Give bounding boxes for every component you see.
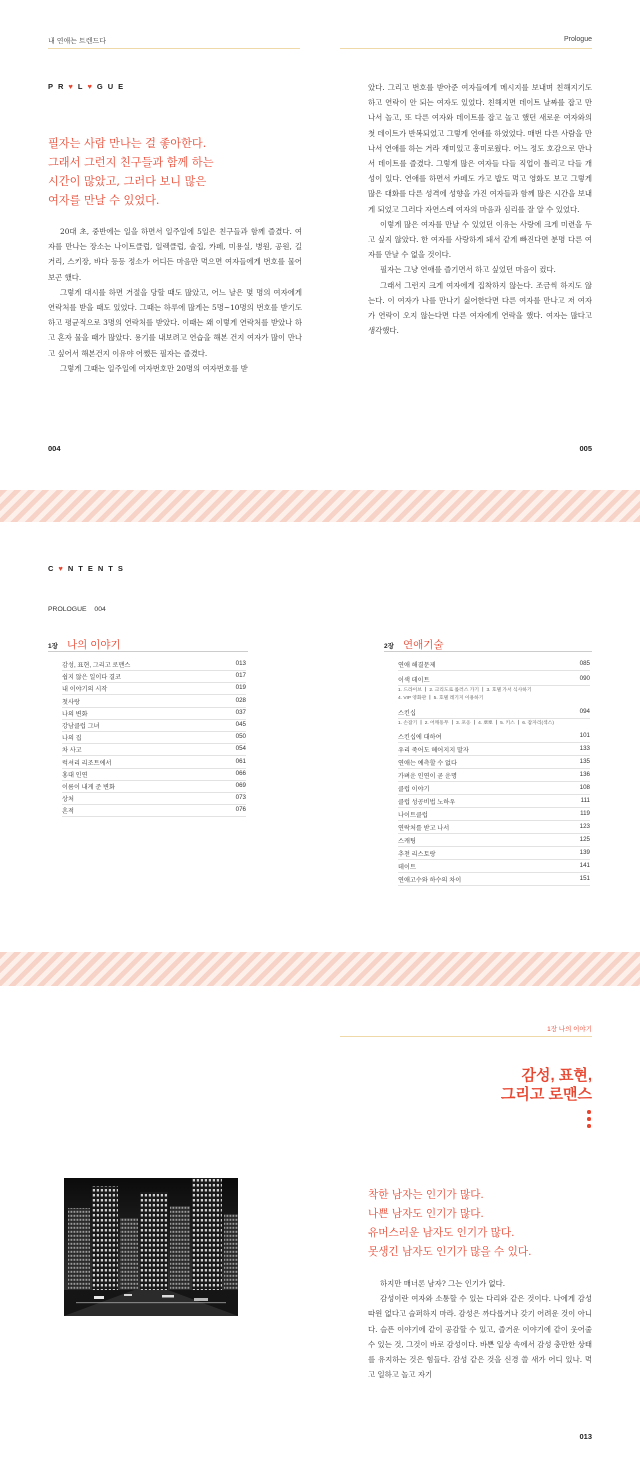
- toc-entry[interactable]: [398, 823, 590, 833]
- toc-entry-page: 094: [579, 708, 590, 715]
- toc-entry[interactable]: [62, 794, 246, 804]
- toc-entry[interactable]: [62, 770, 246, 780]
- prologue-mark-part: L: [77, 82, 88, 91]
- toc-divider: [62, 743, 246, 744]
- toc-divider: [398, 794, 590, 795]
- prologue-left-body: [48, 224, 302, 376]
- toc-entry[interactable]: [62, 782, 246, 792]
- toc-entry-title: 클럽 성공비법 노하우: [398, 799, 456, 806]
- toc-entry-title: 이름이 내게 준 변화: [62, 784, 115, 791]
- pullquote-line: 시간이 많았고, 그러다 보니 많은: [48, 175, 207, 188]
- toc-entry-title: 연애고수와 하수의 차이: [398, 877, 462, 884]
- toc-entry-page: 085: [579, 660, 590, 667]
- paragraph: 이렇게 많은 여자를 만날 수 있었던 이유는 사랑에 크게 미련을 두고 싶지 않았다. 한 여자를 사랑하게 돼서 같게 빠진다면 분명 다른 여자를 만날 수 없을 것이다.: [368, 219, 592, 260]
- toc-subitems: 4. VIP 영화관 ┃ 5. 호텔 레기지 이용하기: [398, 696, 484, 701]
- toc-entry-page: 136: [579, 771, 590, 778]
- paragraph: 그렇게 대시를 하면 거절을 당할 때도 많았고, 어느 날은 몇 명의 여자에게 연락처를 받을 때도 있었다. 그때는 하루에 많게는 5명~10명의 번호를 받기도 하고 평균적으로 3명의 연락처를 받았다. 이때는 왜 이렇게 연락처를 받았나 하고 혼자 물을 때가 많았다. 용기를 내보려고 연습을 해본 건지 여자가 많이 만나고 싶어서 해본건지 이유야 어쨌든 필자는 즐겼다.: [48, 287, 302, 358]
- toc-entry-title: 가벼운 인연이 곧 운명: [398, 773, 457, 780]
- chapter-page: [0, 986, 640, 1476]
- stripe-divider: [0, 490, 640, 522]
- toc-entry[interactable]: [398, 849, 590, 859]
- paragraph: 20대 초, 중반에는 일을 하면서 일주일에 5일은 친구들과 함께 즐겼다. 여자를 만나는 장소는 나이트클럽, 일렉클럽, 술집, 카페, 미용실, 병원, 공원, 길거리, 스키장, 바다 등등 정소가 어디든 마음만 먹으면 여자들에게 번호를 물어보곤 했다.: [48, 227, 302, 282]
- toc-entry[interactable]: [398, 875, 590, 885]
- toc-divider: [62, 694, 246, 695]
- toc-subitems: 1. 드라이브 ┃ 2. 크리도로 롤러스 가기 ┃ 3. 호텔 가서 식사하기: [398, 688, 532, 693]
- chapter-page-title: [392, 1066, 592, 1104]
- toc-divider: [62, 792, 246, 793]
- header-rule-left: [48, 48, 300, 49]
- toc-subitems: 1. 손잡기 ┃ 2. 어깨동무 ┃ 3. 포옹 ┃ 4. 뽀뽀 ┃ 5. 키스 ┃ 6. 잠자리(섹스): [398, 721, 554, 726]
- dot-ornament: [587, 1124, 591, 1128]
- dot-ornament: [587, 1110, 591, 1114]
- toc-entry[interactable]: [398, 675, 590, 685]
- chapter-1-heading: [48, 633, 121, 652]
- toc-entry[interactable]: [398, 745, 590, 755]
- page-number-left: 004: [48, 444, 61, 453]
- chapter-rule: [384, 651, 592, 652]
- toc-entry-title: 상처: [62, 796, 74, 804]
- toc-entry-page: 125: [579, 836, 590, 843]
- title-line: 감성, 표현,: [521, 1067, 592, 1084]
- toc-entry[interactable]: [62, 709, 246, 719]
- page-number-right: 005: [579, 444, 592, 453]
- toc-divider: [398, 807, 590, 808]
- quote-line: 못생긴 남자도 인기가 많을 수 있다.: [368, 1246, 532, 1258]
- toc-entry[interactable]: [398, 836, 590, 846]
- toc-entry-page: 037: [235, 708, 246, 716]
- toc-entry-title: 내 이야기의 시작: [62, 686, 108, 694]
- toc-entry-title: 연락처를 받고 나서: [398, 825, 450, 832]
- toc-entry-title: 추천 리스토랑: [398, 851, 436, 858]
- chapter-rule: [48, 651, 248, 652]
- toc-entry[interactable]: [398, 784, 590, 794]
- toc-entry-title: 차 사고: [62, 747, 82, 755]
- toc-divider: [398, 768, 590, 769]
- toc-entry[interactable]: [62, 684, 246, 694]
- toc-entry-page: 101: [579, 732, 590, 739]
- toc-entry-title: 흔적: [62, 808, 74, 816]
- title-line: 그리고 로맨스: [500, 1086, 592, 1103]
- toc-entry-page: 017: [235, 672, 246, 680]
- toc-divider: [62, 804, 246, 805]
- toc-divider: [398, 755, 590, 756]
- chapter-body: [368, 1276, 592, 1382]
- chapter-2-heading: [384, 633, 444, 652]
- toc-divider: [398, 833, 590, 834]
- paragraph: 감성이란 여자와 소통할 수 있는 다리와 같은 것이다. 나에게 감성 따윈 없다고 슬퍼하지 마라. 감성은 까다롭거나 갖기 어려운 것이 아니다. 슬픈 이야기에 같이 공감할 수 있고, 즐거운 이야기에 같이 웃어줄 수 있는 것, 그것이 바로 감성이다. 바쁜 일상 속에서 감성 충만한 상태를 유지하는 것은 힘들다. 감성 같은 것을 신경 쓸 새가 어디 있나. 먹고 일하고 놀고 자기: [368, 1294, 592, 1380]
- toc-entry[interactable]: [62, 697, 246, 707]
- contents-mark-part: C: [48, 564, 59, 573]
- toc-entry[interactable]: [398, 708, 590, 718]
- toc-entry-title: 연애 해결문제: [398, 662, 436, 669]
- toc-entry[interactable]: [398, 862, 590, 872]
- chapter-title: 연애기술: [403, 639, 444, 651]
- toc-entry-page: 090: [579, 675, 590, 682]
- toc-entry-title: 강남클럽 그녀: [62, 723, 100, 730]
- toc-divider: [62, 755, 246, 756]
- contents-spread: [0, 522, 640, 952]
- toc-entry[interactable]: [62, 733, 246, 743]
- city-night-photo: [64, 1178, 238, 1316]
- toc-entry-title: 클럽 이야기: [398, 786, 430, 793]
- chapter-number: 2장: [384, 643, 394, 650]
- toc-entry-page: 050: [235, 733, 246, 741]
- toc-entry[interactable]: [398, 771, 590, 781]
- pullquote-line: 그래서 그런지 친구들과 함께 하는: [48, 156, 214, 169]
- toc-divider: [62, 707, 246, 708]
- toc-entry-page: 045: [235, 721, 246, 728]
- toc-entry-page: 054: [235, 745, 246, 753]
- header-rule: [340, 1036, 592, 1037]
- paragraph: 필자는 그냥 연애를 즐기면서 하고 싶었던 마음이 컸다.: [380, 265, 556, 275]
- toc-entry-title: 홍대 인연: [62, 771, 88, 779]
- toc-entry-page: 076: [235, 806, 246, 814]
- toc-entry[interactable]: [62, 745, 246, 755]
- toc-entry-page: 111: [580, 797, 590, 804]
- toc-entry-page: 069: [235, 782, 246, 789]
- prologue-mark-part: PR: [48, 82, 69, 91]
- toc-entry-title: 감성, 표현, 그리고 로맨스: [62, 662, 131, 669]
- toc-entry-page: 028: [235, 696, 246, 704]
- toc-entry-page: 119: [580, 810, 590, 817]
- toc-entry-title: 우리 죽어도 헤어지지 말자: [398, 747, 469, 754]
- pullquote-line: 여자를 만날 수 있었다.: [48, 194, 160, 207]
- toc-entry-page: 123: [579, 823, 590, 830]
- toc-entry[interactable]: [62, 806, 246, 816]
- heart-icon: ♥: [68, 82, 78, 91]
- toc-prologue-label: PROLOGUE: [48, 606, 87, 613]
- city-photo-drawing: [64, 1178, 238, 1316]
- chapter-quote: [368, 1186, 598, 1262]
- toc-entry-title: 쉽지 않은 일이다 결코: [62, 674, 121, 682]
- toc-entry[interactable]: [398, 660, 590, 670]
- toc-divider: [398, 846, 590, 847]
- toc-entry[interactable]: [398, 732, 590, 742]
- toc-divider: [398, 872, 590, 873]
- toc-entry-title: 스킨십: [398, 710, 416, 717]
- toc-entry-page: 019: [235, 684, 246, 692]
- prologue-mark: [48, 82, 128, 91]
- prologue-spread: [0, 0, 640, 470]
- toc-entry-page: 139: [579, 849, 590, 856]
- quote-line: 나쁜 남자도 인기가 많다.: [368, 1208, 484, 1220]
- paragraph: 았다. 그리고 번호를 받아준 여자들에게 메시지를 보내며 친해지기도 하고 연락이 안 되는 여자도 있었다. 친해지면 데이트 날짜를 잡고 만나서 놀고, 또 다른 여자와 데이트를 잡고 놀고 했던 새로운 여자와의 첫 데이트가 반복되었고 그렇게 연애를 하였었다. 매번 다른 사람을 만나서 연애를 하는 거라 재미있고 흥미로웠다. 어느 정도 호감으로 만나서 데이트를 즐겼다. 그렇게 많은 여자들 다들 직업이 틀리고 다들 개성이 있다. 연애를 하면서 카페도 가고 밥도 먹고 영화도 보고 그렇게 많은 대화를 다른 성격에 성향을 가진 여자들과 함께 많은 시간을 보내게 되었고 그러다 자연스레 여자의 마음과 심리를 잘 알 수 있었다.: [368, 83, 592, 214]
- quote-line: 유머스러운 남자도 인기가 많다.: [368, 1227, 515, 1239]
- toc-divider: [62, 768, 246, 769]
- toc-divider: [62, 780, 246, 781]
- prologue-pullquote: [48, 134, 308, 210]
- toc-entry[interactable]: [62, 660, 246, 670]
- toc-divider: [398, 670, 590, 671]
- paragraph: 그렇게 그때는 일주일에 여자번호만 20명의 여자번호를 받: [60, 363, 248, 373]
- toc-entry-page: 061: [235, 757, 246, 765]
- toc-entry-page: 135: [579, 758, 590, 765]
- toc-entry[interactable]: [62, 758, 246, 768]
- header-rule-right: [340, 48, 592, 49]
- toc-entry-title: 럭셔리 리조트에서: [62, 759, 112, 767]
- contents-mark: [48, 564, 128, 573]
- contents-mark-part: NTENTS: [67, 564, 128, 573]
- toc-entry-page: 151: [579, 875, 590, 882]
- toc-divider: [398, 742, 590, 743]
- toc-entry[interactable]: [62, 721, 246, 731]
- toc-entry-title: 나의 변화: [62, 710, 88, 718]
- toc-divider: [62, 719, 246, 720]
- toc-divider: [62, 682, 246, 683]
- toc-divider: [62, 670, 246, 671]
- toc-entry[interactable]: [62, 672, 246, 682]
- toc-prologue: [48, 606, 106, 613]
- prologue-right-body: [368, 80, 592, 338]
- chapter-number: 1장: [48, 643, 58, 650]
- toc-entry-title: 스킨십에 대하여: [398, 734, 442, 741]
- toc-entry-title: 데이트: [398, 864, 416, 871]
- pullquote-line: 필자는 사람 만나는 걸 좋아한다.: [48, 137, 207, 150]
- toc-entry-page: 066: [235, 769, 246, 777]
- toc-entry[interactable]: [398, 810, 590, 820]
- toc-divider: [398, 885, 590, 886]
- toc-entry[interactable]: [398, 797, 590, 807]
- toc-entry-title: 첫사랑: [62, 698, 80, 706]
- toc-entry-page: 073: [235, 794, 246, 802]
- heart-icon: ♥: [58, 564, 68, 573]
- heart-icon: ♥: [87, 82, 97, 91]
- toc-entry-title: 나의 집: [62, 735, 82, 743]
- running-header-right: Prologue: [563, 36, 592, 43]
- toc-entry[interactable]: [398, 758, 590, 768]
- stripe-divider: [0, 952, 640, 986]
- prologue-mark-part: GUE: [96, 82, 129, 91]
- toc-divider: [62, 816, 246, 817]
- toc-prologue-page: 004: [94, 606, 106, 613]
- running-header: 1장 나의 이야기: [547, 1026, 592, 1033]
- paragraph: 그래서 그런지 크게 여자에게 집착하지 않는다. 조금씩 하지도 않는다. 이 여자가 나를 만나기 싫어한다면 다른 여자를 만나고 저 여자가 연락이 오지 않는다면 다른 여자에게 연락을 했다. 여자는 많다고 생각했다.: [368, 280, 592, 336]
- chapter-title: 나의 이야기: [67, 639, 121, 651]
- toc-entry-page: 108: [579, 784, 590, 791]
- paragraph: 하지만 매너론 남자? 그는 인기가 없다.: [380, 1279, 506, 1288]
- running-header-left: 내 연애는 트렌드다: [48, 38, 106, 45]
- page-number: 013: [579, 1432, 592, 1441]
- toc-divider: [62, 731, 246, 732]
- toc-divider: [398, 820, 590, 821]
- toc-entry-title: 이색 데이트: [398, 677, 430, 684]
- toc-entry-page: 013: [235, 660, 246, 667]
- quote-line: 착한 남자는 인기가 많다.: [368, 1189, 484, 1201]
- toc-entry-page: 133: [579, 745, 590, 752]
- toc-divider: [398, 781, 590, 782]
- toc-entry-title: 스캐팅: [398, 838, 416, 845]
- dot-ornament: [587, 1117, 591, 1121]
- toc-entry-title: 나이트클럽: [398, 812, 428, 819]
- toc-divider: [398, 859, 590, 860]
- toc-entry-title: 연애는 예측할 수 없다: [398, 760, 457, 767]
- toc-entry-page: 141: [579, 862, 590, 869]
